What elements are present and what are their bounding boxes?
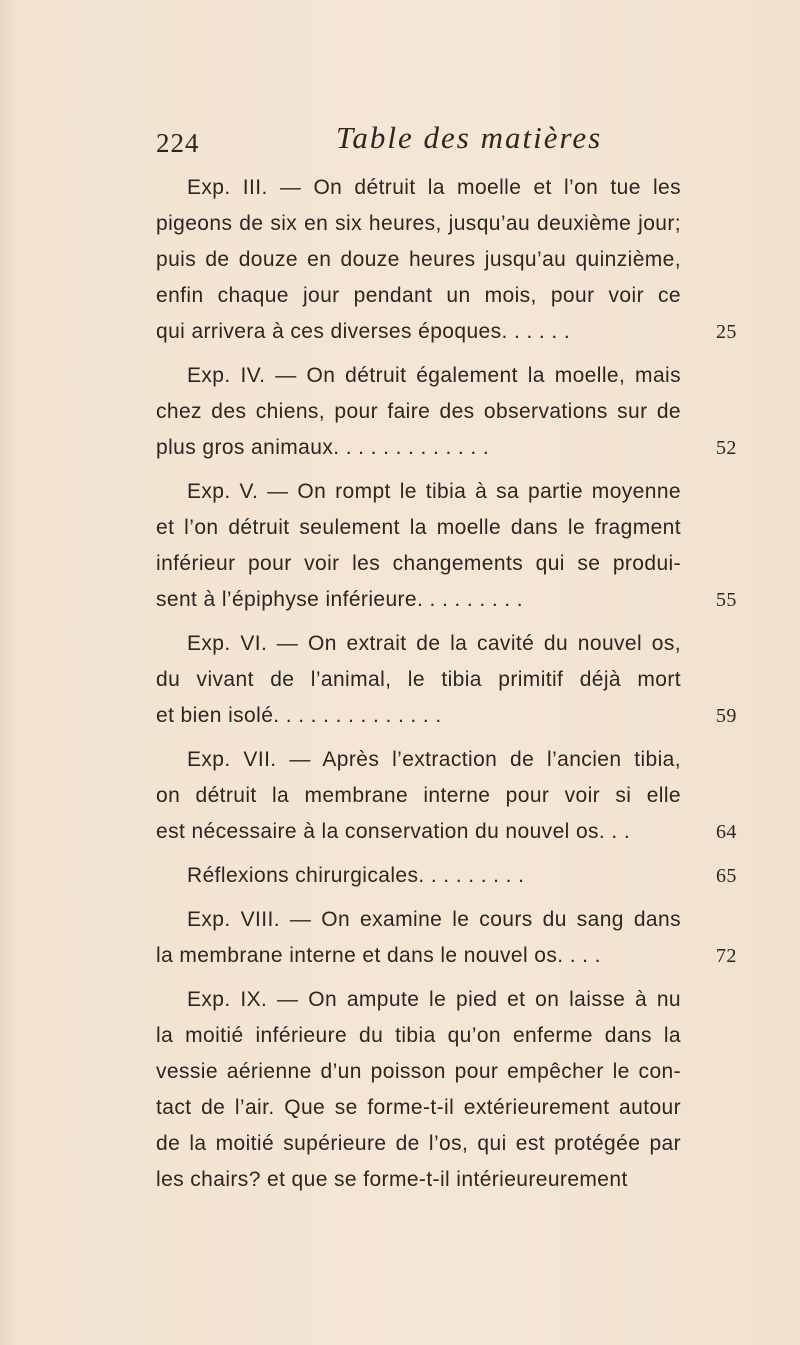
toc-entry-line xyxy=(156,242,681,278)
toc-entry-text: chez des chiens, pour faire des observations sur de xyxy=(156,400,681,423)
table-of-contents xyxy=(0,170,800,1206)
toc-entry-text: vessie aérienne d’un poisson pour empêcher le con- xyxy=(156,1060,681,1083)
toc-entry-text: plus gros animaux. . . . . . . . . . . . . xyxy=(156,436,490,459)
toc-entry-line xyxy=(156,278,681,314)
toc-entry-text: Exp. VIII. — On examine le cours du sang dans xyxy=(187,908,681,931)
toc-entry-text: Exp. IX. — On ampute le pied et on laisse à nu xyxy=(187,988,681,1011)
toc-entry-line xyxy=(156,814,737,850)
toc-entry-page-number: 65 xyxy=(716,865,737,887)
toc-entry-page-number: 52 xyxy=(716,437,737,459)
toc-entry-text: la moitié inférieure du tibia qu’on enferme dans la xyxy=(156,1024,681,1047)
toc-entry-text: les chairs? et que se forme-t-il intérieureurement xyxy=(156,1168,628,1191)
toc-entry-text: de la moitié supérieure de l’os, qui est protégée par xyxy=(156,1132,681,1155)
toc-entry-page-number: 64 xyxy=(716,821,737,843)
toc-entry xyxy=(0,474,800,618)
toc-entry-text: et bien isolé. . . . . . . . . . . . . . xyxy=(156,704,442,727)
toc-entry-line xyxy=(187,858,737,894)
toc-entry-text: Exp. III. — On détruit la moelle et l’on tue les xyxy=(187,176,681,199)
toc-entry xyxy=(0,742,800,850)
toc-entry xyxy=(0,170,800,350)
toc-entry-line xyxy=(156,430,737,466)
toc-entry-line xyxy=(156,1018,681,1054)
toc-entry-text: est nécessaire à la conservation du nouvel os. . . xyxy=(156,820,631,843)
toc-entry-line xyxy=(156,546,681,582)
toc-entry-line xyxy=(156,1090,681,1126)
toc-entry-text: Exp. VII. — Après l’extraction de l’ancien tibia, xyxy=(187,748,681,771)
toc-entry-line xyxy=(156,662,681,698)
toc-entry-line xyxy=(187,170,681,206)
toc-entry xyxy=(0,902,800,974)
toc-entry xyxy=(0,982,800,1198)
toc-entry-line xyxy=(187,902,681,938)
toc-entry-line xyxy=(156,510,681,546)
toc-entry-line xyxy=(187,626,681,662)
toc-entry-text: puis de douze en douze heures jusqu’au quinzième, xyxy=(156,248,681,271)
toc-entry-line xyxy=(156,206,681,242)
toc-entry-line xyxy=(156,938,737,974)
toc-entry-text: qui arrivera à ces diverses époques. . . . . . xyxy=(156,320,571,343)
toc-entry-text: pigeons de six en six heures, jusqu’au deuxième jour; xyxy=(156,212,681,235)
toc-entry-line xyxy=(156,698,737,734)
page-number: 224 xyxy=(156,128,200,158)
toc-entry-line xyxy=(156,1162,681,1198)
toc-entry-line xyxy=(156,314,737,350)
toc-entry-text: Exp. IV. — On détruit également la moelle, mais xyxy=(187,364,681,387)
toc-entry xyxy=(0,358,800,466)
toc-entry xyxy=(0,626,800,734)
toc-entry-line xyxy=(187,358,681,394)
toc-entry-text: Exp. V. — On rompt le tibia à sa partie moyenne xyxy=(187,480,681,503)
toc-entry-line xyxy=(187,742,681,778)
toc-entry-line xyxy=(156,394,681,430)
toc-entry-line xyxy=(187,474,681,510)
toc-entry-text: Exp. VI. — On extrait de la cavité du nouvel os, xyxy=(187,632,681,655)
running-title: Table des matières xyxy=(336,120,603,155)
toc-entry-page-number: 59 xyxy=(716,705,737,727)
toc-entry-text: on détruit la membrane interne pour voir si elle xyxy=(156,784,681,807)
toc-entry-line xyxy=(156,1126,681,1162)
toc-entry-text: inférieur pour voir les changements qui se produi- xyxy=(156,552,681,575)
toc-entry-text: tact de l’air. Que se forme-t-il extérieurement autour xyxy=(156,1096,681,1119)
toc-entry-page-number: 72 xyxy=(716,945,737,967)
toc-entry-page-number: 55 xyxy=(716,589,737,611)
toc-entry-line xyxy=(156,1054,681,1090)
toc-entry-text: sent à l’épiphyse inférieure. . . . . . . . . xyxy=(156,588,524,611)
toc-entry-line xyxy=(156,582,737,618)
toc-entry xyxy=(0,858,800,894)
toc-entry-text: enfin chaque jour pendant un mois, pour voir ce xyxy=(156,284,681,307)
toc-entry-text: Réflexions chirurgicales. . . . . . . . . xyxy=(187,864,525,887)
toc-entry-text: et l’on détruit seulement la moelle dans le fragment xyxy=(156,516,681,539)
toc-entry-text: du vivant de l’animal, le tibia primitif déjà mort xyxy=(156,668,681,691)
toc-entry-text: la membrane interne et dans le nouvel os. . . . xyxy=(156,944,601,967)
toc-entry-page-number: 25 xyxy=(716,321,737,343)
page-header xyxy=(156,118,756,168)
toc-entry-line xyxy=(187,982,681,1018)
toc-entry-line xyxy=(156,778,681,814)
